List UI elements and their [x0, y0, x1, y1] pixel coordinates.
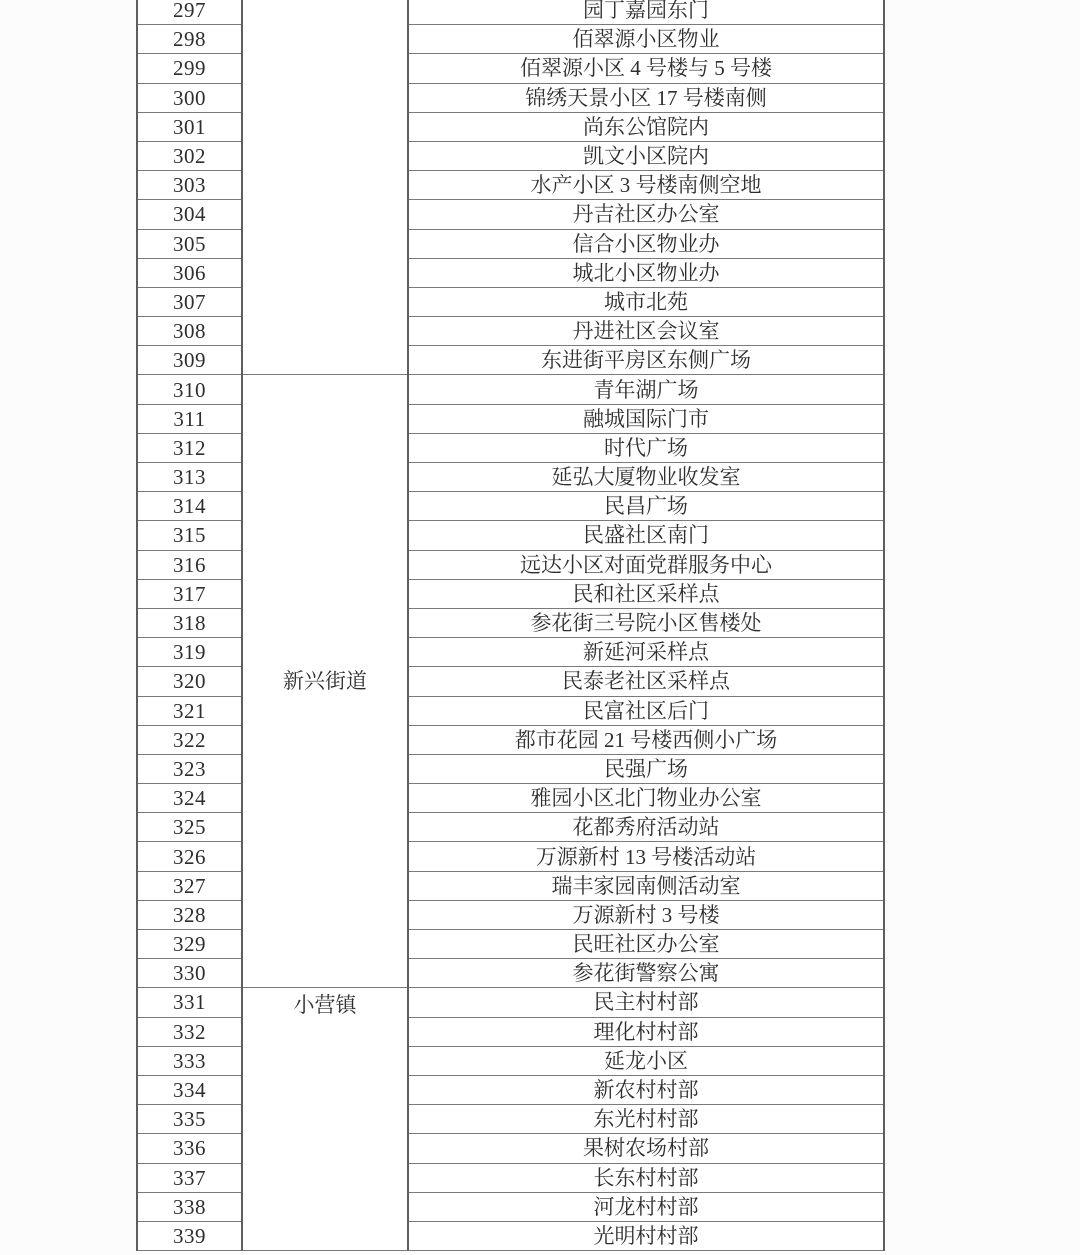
district-cell: [242, 0, 408, 375]
location-cell: 民主村村部: [408, 988, 884, 1017]
row-number-cell: 308: [137, 317, 242, 346]
location-cell: 果树农场村部: [408, 1134, 884, 1163]
location-cell: 光明村村部: [408, 1221, 884, 1250]
location-cell: 民强广场: [408, 754, 884, 783]
location-cell: 瑞丰家园南侧活动室: [408, 871, 884, 900]
location-cell: 民富社区后门: [408, 696, 884, 725]
location-cell: 融城国际门市: [408, 404, 884, 433]
row-number-cell: 327: [137, 871, 242, 900]
location-cell: 民旺社区办公室: [408, 930, 884, 959]
location-cell: 信合小区物业办: [408, 229, 884, 258]
location-cell: 新农村村部: [408, 1075, 884, 1104]
location-cell: 民盛社区南门: [408, 521, 884, 550]
location-cell: 丹吉社区办公室: [408, 200, 884, 229]
location-cell: 参花街警察公寓: [408, 959, 884, 988]
row-number-cell: 302: [137, 141, 242, 170]
document-page: [136, 0, 884, 1251]
table-row: [137, 0, 884, 25]
location-cell: 佰翠源小区物业: [408, 25, 884, 54]
table-row: [137, 375, 884, 404]
location-cell: 雅园小区北门物业办公室: [408, 784, 884, 813]
location-cell: 民泰老社区采样点: [408, 667, 884, 696]
row-number-cell: 334: [137, 1075, 242, 1104]
row-number-cell: 310: [137, 375, 242, 404]
location-cell: 时代广场: [408, 433, 884, 462]
location-cell: 锦绣天景小区 17 号楼南侧: [408, 83, 884, 112]
location-cell: 万源新村 3 号楼: [408, 900, 884, 929]
row-number-cell: 330: [137, 959, 242, 988]
row-number-cell: 300: [137, 83, 242, 112]
location-cell: 尚东公馆院内: [408, 112, 884, 141]
location-cell: 凯文小区院内: [408, 141, 884, 170]
row-number-cell: 333: [137, 1046, 242, 1075]
row-number-cell: 335: [137, 1105, 242, 1134]
row-number-cell: 325: [137, 813, 242, 842]
row-number-cell: 332: [137, 1017, 242, 1046]
row-number-cell: 328: [137, 900, 242, 929]
row-number-cell: 309: [137, 346, 242, 375]
sampling-location-table: [136, 0, 885, 1251]
location-cell: 延龙小区: [408, 1046, 884, 1075]
location-cell: 河龙村村部: [408, 1192, 884, 1221]
row-number-cell: 318: [137, 608, 242, 637]
location-cell: 民和社区采样点: [408, 579, 884, 608]
location-cell: 民昌广场: [408, 492, 884, 521]
location-cell: 佰翠源小区 4 号楼与 5 号楼: [408, 54, 884, 83]
location-cell: 花都秀府活动站: [408, 813, 884, 842]
row-number-cell: 324: [137, 784, 242, 813]
row-number-cell: 313: [137, 463, 242, 492]
location-cell: 城市北苑: [408, 287, 884, 316]
row-number-cell: 314: [137, 492, 242, 521]
row-number-cell: 315: [137, 521, 242, 550]
location-cell: 万源新村 13 号楼活动站: [408, 842, 884, 871]
location-cell: 园丁嘉园东门: [408, 0, 884, 25]
row-number-cell: 321: [137, 696, 242, 725]
row-number-cell: 298: [137, 25, 242, 54]
row-number-cell: 331: [137, 988, 242, 1017]
row-number-cell: 337: [137, 1163, 242, 1192]
row-number-cell: 297: [137, 0, 242, 25]
row-number-cell: 323: [137, 754, 242, 783]
location-cell: 新延河采样点: [408, 638, 884, 667]
location-cell: 丹进社区会议室: [408, 317, 884, 346]
row-number-cell: 306: [137, 258, 242, 287]
location-cell: 理化村村部: [408, 1017, 884, 1046]
location-cell: 延弘大厦物业收发室: [408, 463, 884, 492]
row-number-cell: 305: [137, 229, 242, 258]
location-cell: 城北小区物业办: [408, 258, 884, 287]
row-number-cell: 307: [137, 287, 242, 316]
row-number-cell: 312: [137, 433, 242, 462]
row-number-cell: 339: [137, 1221, 242, 1250]
location-cell: 都市花园 21 号楼西侧小广场: [408, 725, 884, 754]
district-cell: 新兴街道: [242, 375, 408, 988]
row-number-cell: 326: [137, 842, 242, 871]
table-row: [137, 988, 884, 1017]
row-number-cell: 319: [137, 638, 242, 667]
row-number-cell: 304: [137, 200, 242, 229]
row-number-cell: 336: [137, 1134, 242, 1163]
row-number-cell: 338: [137, 1192, 242, 1221]
location-cell: 青年湖广场: [408, 375, 884, 404]
district-cell: 小营镇: [242, 988, 408, 1251]
location-cell: 参花街三号院小区售楼处: [408, 608, 884, 637]
row-number-cell: 317: [137, 579, 242, 608]
row-number-cell: 329: [137, 930, 242, 959]
row-number-cell: 316: [137, 550, 242, 579]
location-cell: 东光村村部: [408, 1105, 884, 1134]
row-number-cell: 320: [137, 667, 242, 696]
table-body: [137, 0, 884, 1251]
location-cell: 长东村村部: [408, 1163, 884, 1192]
row-number-cell: 303: [137, 171, 242, 200]
location-cell: 水产小区 3 号楼南侧空地: [408, 171, 884, 200]
location-cell: 远达小区对面党群服务中心: [408, 550, 884, 579]
row-number-cell: 301: [137, 112, 242, 141]
row-number-cell: 299: [137, 54, 242, 83]
row-number-cell: 311: [137, 404, 242, 433]
row-number-cell: 322: [137, 725, 242, 754]
location-cell: 东进街平房区东侧广场: [408, 346, 884, 375]
